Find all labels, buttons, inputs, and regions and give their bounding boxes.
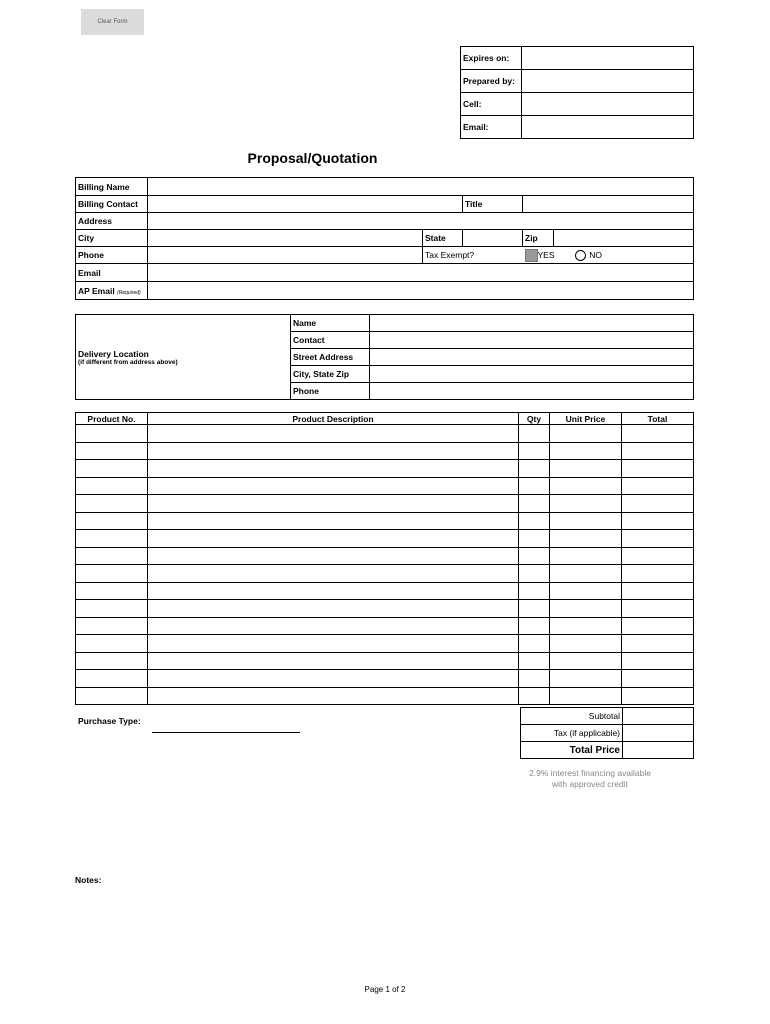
email-label: Email: [461,116,522,139]
page-title: Proposal/Quotation [247,150,378,166]
total-cell[interactable] [622,460,694,478]
total-price-field[interactable] [623,742,694,759]
qty-cell[interactable] [519,512,550,530]
description-cell[interactable] [148,617,519,635]
total-cell[interactable] [622,670,694,688]
phone-label: Phone [76,247,148,264]
total-cell[interactable] [622,425,694,443]
qty-cell[interactable] [519,477,550,495]
expires-field[interactable] [522,47,694,70]
totals-table [520,707,694,759]
billing-contact-label: Billing Contact [76,196,148,213]
qty-cell[interactable] [519,460,550,478]
product-no-cell[interactable] [76,617,148,635]
product-no-cell[interactable] [76,512,148,530]
unit-price-cell[interactable] [550,512,622,530]
tax-exempt-options [523,247,694,264]
city-label: City [76,230,148,247]
description-cell[interactable] [148,512,519,530]
total-cell[interactable] [622,512,694,530]
meta-table [460,46,694,139]
cell-field[interactable] [522,93,694,116]
table-row [76,617,694,635]
financing-note [510,768,670,790]
description-cell[interactable] [148,582,519,600]
product-no-cell[interactable] [76,425,148,443]
yes-checkbox[interactable] [525,249,538,262]
email-field-billing[interactable] [148,264,694,282]
clear-form-button[interactable]: Clear Form [81,9,144,35]
billing-name-field[interactable] [148,178,694,196]
tax-label: Tax (if applicable) [521,725,623,742]
total-cell[interactable] [622,442,694,460]
description-cell[interactable] [148,565,519,583]
unit-price-cell[interactable] [550,442,622,460]
qty-cell[interactable] [519,687,550,705]
delivery-label-cell [76,315,291,400]
yes-label: YES [537,249,555,260]
total-cell[interactable] [622,477,694,495]
col-total: Total [622,413,694,425]
delivery-contact-label: Contact [291,332,370,349]
state-label: State [423,230,463,247]
unit-price-cell[interactable] [550,495,622,513]
delivery-contact-field[interactable] [370,332,694,349]
phone-field[interactable] [148,247,423,264]
delivery-city-field[interactable] [370,366,694,383]
product-no-cell[interactable] [76,442,148,460]
billing-table [75,177,694,300]
page-footer: Page 1 of 2 [364,985,406,994]
no-radio[interactable] [575,250,586,261]
title-label: Title [463,196,523,213]
col-qty: Qty [519,413,550,425]
expires-label: Expires on: [461,47,522,70]
financing-line-1: 2.9% interest financing available [529,768,651,778]
description-cell[interactable] [148,652,519,670]
product-no-cell[interactable] [76,495,148,513]
delivery-phone-label: Phone [291,383,370,400]
unit-price-cell[interactable] [550,477,622,495]
product-no-cell[interactable] [76,530,148,548]
delivery-label: Delivery Location [78,348,149,359]
table-row [76,547,694,565]
zip-field[interactable] [554,230,694,247]
product-no-cell[interactable] [76,652,148,670]
total-cell[interactable] [622,582,694,600]
unit-price-cell[interactable] [550,652,622,670]
unit-price-cell[interactable] [550,530,622,548]
prepared-label: Prepared by: [461,70,522,93]
delivery-street-field[interactable] [370,349,694,366]
description-cell[interactable] [148,670,519,688]
total-cell[interactable] [622,547,694,565]
delivery-sublabel: (if different from address above) [78,358,178,366]
billing-name-label: Billing Name [76,178,148,196]
qty-cell[interactable] [519,547,550,565]
description-cell[interactable] [148,425,519,443]
unit-price-cell[interactable] [550,670,622,688]
delivery-name-field[interactable] [370,315,694,332]
table-row [76,635,694,653]
cell-label: Cell: [461,93,522,116]
unit-price-cell[interactable] [550,600,622,618]
description-cell[interactable] [148,460,519,478]
financing-line-2: with approved credit [551,779,629,789]
description-cell[interactable] [148,495,519,513]
unit-price-cell[interactable] [550,635,622,653]
qty-cell[interactable] [519,617,550,635]
product-no-cell[interactable] [76,670,148,688]
product-no-cell[interactable] [76,547,148,565]
delivery-city-label: City, State Zip [291,366,370,383]
prepared-field[interactable] [522,70,694,93]
col-product-no: Product No. [76,413,148,425]
delivery-name-label: Name [291,315,370,332]
unit-price-cell[interactable] [550,565,622,583]
unit-price-cell[interactable] [550,547,622,565]
product-no-cell[interactable] [76,600,148,618]
notes-label: Notes: [75,875,102,885]
total-cell[interactable] [622,617,694,635]
city-field[interactable] [148,230,423,247]
table-row [76,600,694,618]
description-cell[interactable] [148,477,519,495]
address-field[interactable] [148,213,694,230]
col-description: Product Description [148,413,519,425]
product-no-cell[interactable] [76,635,148,653]
table-row [76,565,694,583]
title-field[interactable] [523,196,694,213]
table-row [76,652,694,670]
total-cell[interactable] [622,600,694,618]
description-cell[interactable] [148,600,519,618]
table-row [76,460,694,478]
table-row [76,687,694,705]
qty-cell[interactable] [519,442,550,460]
purchase-type-label: Purchase Type: [78,716,141,726]
unit-price-cell[interactable] [550,425,622,443]
table-row [76,512,694,530]
product-no-cell[interactable] [76,477,148,495]
email-field[interactable] [522,116,694,139]
description-cell[interactable] [148,687,519,705]
ap-email-label: AP Email (Required) [76,282,148,300]
product-no-cell[interactable] [76,460,148,478]
billing-contact-field[interactable] [148,196,463,213]
total-cell[interactable] [622,530,694,548]
qty-cell[interactable] [519,530,550,548]
product-no-cell[interactable] [76,565,148,583]
qty-cell[interactable] [519,635,550,653]
col-unit-price: Unit Price [550,413,622,425]
zip-label: Zip [523,230,554,247]
qty-cell[interactable] [519,670,550,688]
table-row [76,477,694,495]
description-cell[interactable] [148,547,519,565]
ap-email-field[interactable] [148,282,694,300]
qty-cell[interactable] [519,495,550,513]
unit-price-cell[interactable] [550,687,622,705]
delivery-phone-field[interactable] [370,383,694,400]
qty-cell[interactable] [519,425,550,443]
tax-field[interactable] [623,725,694,742]
table-row [76,425,694,443]
unit-price-cell[interactable] [550,582,622,600]
table-row [76,530,694,548]
delivery-table [75,314,694,400]
total-cell[interactable] [622,495,694,513]
purchase-type-field[interactable] [152,732,300,733]
address-label: Address [76,213,148,230]
state-field[interactable] [463,230,523,247]
subtotal-field[interactable] [623,708,694,725]
qty-cell[interactable] [519,565,550,583]
description-cell[interactable] [148,442,519,460]
total-price-label: Total Price [521,742,623,759]
total-cell[interactable] [622,652,694,670]
email-label-billing: Email [76,264,148,282]
qty-cell[interactable] [519,652,550,670]
unit-price-cell[interactable] [550,460,622,478]
table-row [76,442,694,460]
total-cell[interactable] [622,687,694,705]
qty-cell[interactable] [519,582,550,600]
required-note: (Required) [117,289,141,296]
no-label: NO [589,249,603,260]
subtotal-label: Subtotal [521,708,623,725]
tax-exempt-label: Tax Exempt? [423,247,523,264]
delivery-street-label: Street Address [291,349,370,366]
product-no-cell[interactable] [76,582,148,600]
qty-cell[interactable] [519,600,550,618]
table-row [76,670,694,688]
product-no-cell[interactable] [76,687,148,705]
total-cell[interactable] [622,565,694,583]
description-cell[interactable] [148,635,519,653]
description-cell[interactable] [148,530,519,548]
product-table [75,412,694,705]
table-row [76,495,694,513]
total-cell[interactable] [622,635,694,653]
table-row [76,582,694,600]
unit-price-cell[interactable] [550,617,622,635]
